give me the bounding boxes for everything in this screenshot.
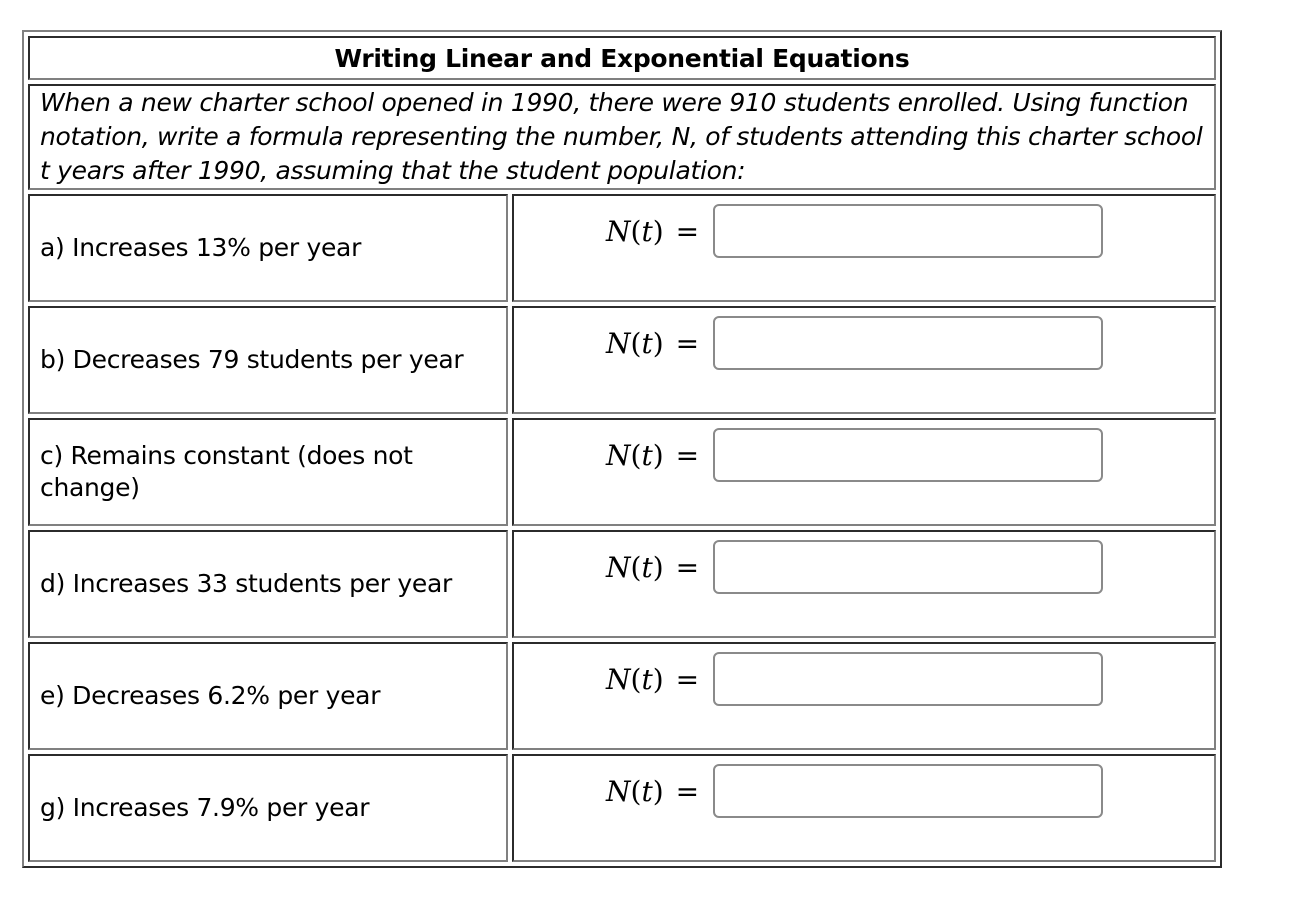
question-label: d) Increases 33 students per year: [28, 530, 508, 638]
answer-cell: [512, 642, 1216, 750]
question-row-a: [28, 194, 1216, 302]
question-label: g) Increases 7.9% per year: [28, 754, 508, 862]
answer-cell: [512, 530, 1216, 638]
answer-cell: [512, 306, 1216, 414]
answer-cell: [512, 754, 1216, 862]
function-notation: N(t) =: [606, 438, 700, 472]
question-row-d: [28, 530, 1216, 638]
worksheet-table: [22, 30, 1222, 868]
question-label: e) Decreases 6.2% per year: [28, 642, 508, 750]
question-row-c: [28, 418, 1216, 526]
function-notation: N(t) =: [606, 774, 700, 808]
answer-input-d[interactable]: [713, 540, 1103, 594]
answer-cell: [512, 418, 1216, 526]
function-notation: N(t) =: [606, 326, 700, 360]
question-row-g: [28, 754, 1216, 862]
answer-input-a[interactable]: [713, 204, 1103, 258]
function-notation: N(t) =: [606, 550, 700, 584]
problem-description: When a new charter school opened in 1990, there were 910 students enrolled. Using function notation, write a formula representing the number, N, of students attending this charter school t years after 1990, assuming that the student population:: [28, 84, 1216, 190]
function-notation: N(t) =: [606, 662, 700, 696]
question-label: c) Remains constant (does not change): [28, 418, 508, 526]
answer-input-e[interactable]: [713, 652, 1103, 706]
answer-input-c[interactable]: [713, 428, 1103, 482]
answer-input-b[interactable]: [713, 316, 1103, 370]
worksheet-title: Writing Linear and Exponential Equations: [28, 36, 1216, 80]
function-notation: N(t) =: [606, 214, 700, 248]
question-row-e: [28, 642, 1216, 750]
question-label: a) Increases 13% per year: [28, 194, 508, 302]
answer-input-g[interactable]: [713, 764, 1103, 818]
question-row-b: [28, 306, 1216, 414]
answer-cell: [512, 194, 1216, 302]
question-label: b) Decreases 79 students per year: [28, 306, 508, 414]
